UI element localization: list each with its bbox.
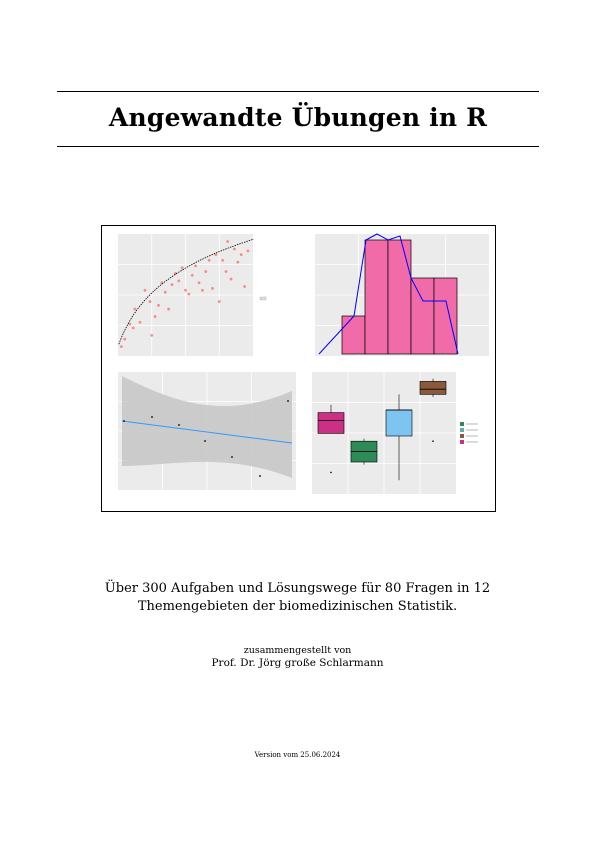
histogram-bar	[388, 240, 411, 354]
outlier-point	[432, 440, 434, 442]
compiled-by-label: zusammengestellt von	[243, 645, 352, 656]
scatter-point	[240, 253, 243, 256]
scatter-point	[191, 274, 194, 277]
scatter-point	[211, 287, 214, 290]
scatter-point	[194, 265, 197, 268]
box	[318, 413, 344, 434]
scatter-point	[198, 281, 201, 284]
scatter-point	[132, 326, 135, 329]
scatter-point	[149, 300, 152, 303]
top-rule	[57, 91, 539, 92]
bottom-rule	[57, 146, 539, 147]
data-point	[123, 420, 125, 422]
scatter-point	[120, 345, 123, 348]
scatter-point	[201, 289, 204, 292]
scatter-point	[221, 259, 224, 262]
page-title: Angewandte Übungen in R	[108, 103, 488, 132]
data-point	[287, 400, 289, 402]
scatter-point	[218, 300, 221, 303]
outlier-point	[330, 472, 332, 474]
legend-key	[260, 297, 266, 300]
scatter-point	[230, 278, 233, 281]
scatter-point	[247, 249, 250, 252]
scatter-point	[204, 270, 207, 273]
scatter-point	[167, 308, 170, 311]
data-point	[204, 440, 206, 442]
data-point	[178, 424, 180, 426]
histogram-bar	[342, 316, 365, 354]
legend-key	[460, 428, 464, 432]
histogram-bar	[434, 278, 457, 354]
histogram-bar	[411, 278, 434, 354]
scatter-point	[187, 293, 190, 296]
legend-key	[460, 440, 464, 444]
scatter-point	[144, 289, 147, 292]
scatter-point	[243, 285, 246, 288]
histogram-bar	[365, 240, 388, 354]
scatter-point	[233, 248, 236, 251]
legend-key	[460, 434, 464, 438]
data-point	[151, 416, 153, 418]
author-name: Prof. Dr. Jörg große Schlarmann	[211, 657, 384, 669]
description: Über 300 Aufgaben und Lösungswege für 80 Fragen in 12 Themengebieten der biomedizinischen Statistik.	[104, 581, 491, 614]
data-point	[231, 456, 233, 458]
data-point	[259, 475, 261, 477]
box	[386, 410, 412, 436]
scatter-point	[236, 261, 239, 264]
scatter-point	[177, 280, 180, 283]
scatter-point	[154, 315, 157, 318]
scatter-point	[171, 283, 174, 286]
version-date: Version vom 25.06.2024	[254, 751, 341, 759]
cover-figure	[101, 225, 496, 512]
scatter-point	[157, 304, 160, 307]
scatter-point	[164, 291, 167, 294]
legend-key	[460, 422, 464, 426]
scatter-point	[226, 240, 229, 243]
scatter-point	[208, 259, 211, 262]
scatter-point	[184, 289, 187, 292]
chart-collage	[102, 226, 495, 511]
scatter-point	[123, 338, 126, 341]
scatter-point	[150, 334, 153, 337]
scatter-point	[133, 308, 136, 311]
scatter-point	[139, 321, 142, 324]
scatter-point	[181, 266, 184, 269]
scatter-point	[225, 270, 228, 273]
box	[420, 381, 446, 394]
